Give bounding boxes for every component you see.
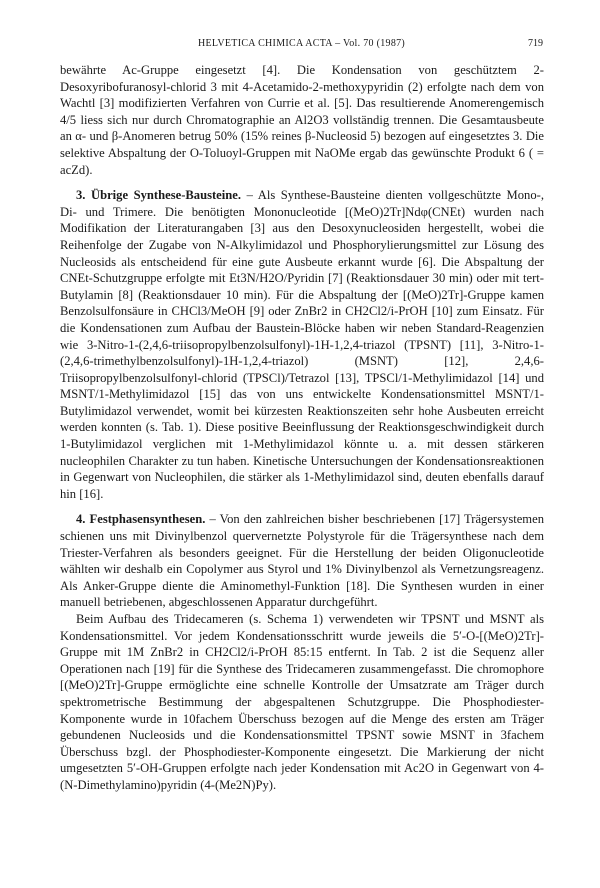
journal-title: HELVETICA CHIMICA ACTA – Vol. 70 (1987): [197, 38, 406, 49]
section-3-paragraph: [60, 187, 544, 502]
section-4-heading: 4. Festphasensynthesen.: [76, 512, 206, 527]
section-3-heading: 3. Übrige Synthese-Bausteine.: [76, 188, 242, 203]
article-body: [60, 62, 544, 794]
section-3-text: – Als Synthese-Bausteine dienten vollgeschützte Mono-, Di- und Trimere. Die benötigten Mononucleotide [(MeO)2Tr]Ndφ(CNEt) wurden nach Modifikation der Literaturangaben [3] aus den Desoxynucleosiden hergestellt, wobei die Reihenfolge der Zugabe von N-Alkylimidazol und Phosphorylierungsmittel zur Lösung des Nucleosids als entscheidend für eine gute Ausbeute erkannt wurde [6]. Die Abspaltung der CNEt-Schutzgruppe erfolgte mit Et3N/H2O/Pyridin [7] (Reaktionsdauer 30 min) oder mit tert-Butylamin [8] (Reaktionsdauer 10 min). Für die Abspaltung der [(MeO)2Tr]-Gruppe kamen Benzolsulfonsäure in CHCl3/MeOH [9] oder ZnBr2 in CH2Cl2/i-PrOH [10] zum Einsatz. Für die Kondensationen zum Aufbau der Baustein-Blöcke haben wir neben Standard-Reagenzien wie 3-Nitro-1-(2,4,6-triisopropylbenzolsulfonyl)-1H-1,2,4-triazol (TPSNT) [11], 3-Nitro-1-(2,4,6-trimethylbenzolsulfonyl)-1H-1,2,4-triazol) (MSNT) [12], 2,4,6-Triisopropylbenzolsulfonyl-chlorid (TPSCl)/Tetrazol [13], TPSCl/1-Methylimidazol [14] und MSNT/1-Methylimidazol [15] das von uns entwickelte Kondensationsmittel MSNT/1-Butylimidazol verwendet, womit bei kürzesten Reaktionszeiten sehr hohe Ausbeuten erreicht werden konnten (s. Tab. 1). Diese positive Beeinflussung der Reaktionsgeschwindigkeit durch 1-Butylimidazol verglichen mit 1-Methylimidazol könnte u. a. mit dessen stärkeren nucleophilen Charakter zu tun haben. Kinetische Untersuchungen der Kondensationsreaktionen in Gegenwart von Nucleophilen, die stärker als 1-Methylimidazol sind, deuten ebenfalls darauf hin [16].: [60, 188, 544, 501]
paragraph-1: [60, 62, 544, 178]
page-number: 719: [528, 38, 543, 49]
section-4-paragraph: [60, 511, 544, 611]
paragraph-4-text: Beim Aufbau des Tridecameren (s. Schema 1) verwendeten wir TPSNT und MSNT als Kondensationsmittel. Vor jedem Kondensationsschritt wurde jeweils die 5′-O-[(MeO)2Tr]-Gruppe mit 1M ZnBr2 in CH2Cl2/i-PrOH 85:15 entfernt. In Tab. 2 ist die Sequenz aller Operationen nach [19] für die Synthese des Tridecameren zusammengefasst. Die chromophore [(MeO)2Tr]-Gruppe ermöglichte eine schnelle Kontrolle der Umsatzrate am Träger durch spektrometrische Bestimmung der abgespaltenen Schutzgruppe. Die Phosphodiester-Komponente wurde in 10fachem Überschuss bezogen auf die Menge des ersten am Träger gebundenen Nucleosids und die Kondensationsmittel TPSNT sowie MSNT in 3fachem Überschuss bzgl. der Phosphodiester-Komponente eingesetzt. Die Markierung der nicht umgesetzten 5′-OH-Gruppen erfolgte nach jeder Kondensation mit Ac2O in Gegenwart von 4-(N-Dimethylamino)pyridin (4-(Me2N)Py).: [60, 612, 544, 792]
paragraph-4: [60, 611, 544, 794]
paragraph-1-text: bewährte Ac-Gruppe eingesetzt [4]. Die Kondensation von geschütztem 2-Desoxyribofuranosyl-chlorid 3 mit 4-Acetamido-2-methoxypyridin (2) erfolgte nach dem von Wachtl [3] modifizierten Verfahren von Currie et al. [5]. Das resultierende Anomerengemisch 4/5 liess sich nur durch Chromatographie an Al2O3 vollständig trennen. Die Gesamtausbeute an α- und β-Anomeren betrug 50% (15% reines β-Nucleosid 5) bezogen auf eingesetztes 3. Die selektive Abspaltung der O-Toluoyl-Gruppen mit NaOMe ergab das gewünschte Produkt 6 ( = acZd).: [60, 63, 544, 177]
section-4-text: – Von den zahlreichen bisher beschriebenen [17] Trägersystemen schienen uns mit Divinylbenzol quervernetzte Polystyrole für die Trägersynthese nach dem Triester-Verfahren als besonders geeignet. Für die Herstellung der beiden Oligonucleotide wählten wir deshalb ein Copolymer aus Styrol und 1% Divinylbenzol als Vernetzungsreagenz. Als Anker-Gruppe diente die Aminomethyl-Funktion [18]. Die Synthesen wurden in einer manuell betriebenen, abgeschlossenen Apparatur durchgeführt.: [60, 512, 544, 610]
running-header: [60, 38, 543, 52]
